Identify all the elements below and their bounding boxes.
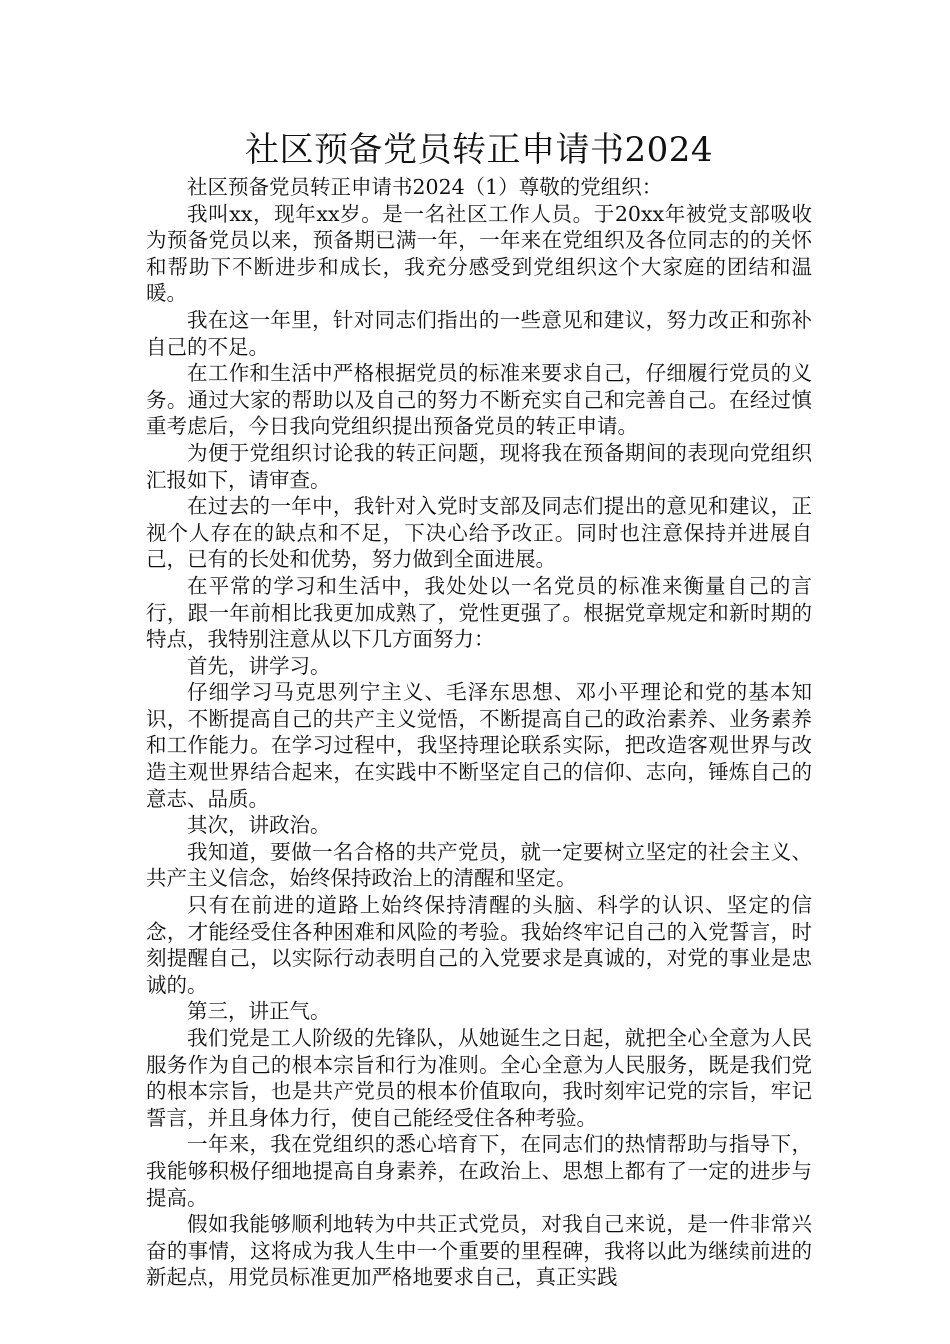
paragraph: 假如我能够顺利地转为中共正式党员，对我自己来说，是一件非常兴奋的事情，这将成为我人生中一个重要的里程碑，我将以此为继续前进的新起点，用党员标准更加严格地要求自己，真正实践 bbox=[146, 1212, 812, 1290]
document-page bbox=[146, 128, 812, 1291]
paragraph: 我知道，要做一名合格的共产党员，就一定要树立坚定的社会主义、共产主义信念，始终保持政治上的清醒和坚定。 bbox=[146, 839, 812, 891]
paragraph: 我们党是工人阶级的先锋队，从她诞生之日起，就把全心全意为人民服务作为自己的根本宗旨和行为准则。全心全意为人民服务，既是我们党的根本宗旨，也是共产党员的根本价值取向，我时刻牢记党的宗旨，牢记誓言，并且身体力行，使自己能经受住各种考验。 bbox=[146, 1026, 812, 1130]
document-body bbox=[146, 174, 812, 1291]
paragraph: 一年来，我在党组织的悉心培育下，在同志们的热情帮助与指导下，我能够积极仔细地提高自身素养，在政治上、思想上都有了一定的进步与提高。 bbox=[146, 1132, 812, 1210]
paragraph: 我在这一年里，针对同志们指出的一些意见和建议，努力改正和弥补自己的不足。 bbox=[146, 307, 812, 359]
paragraph: 社区预备党员转正申请书2024（1）尊敬的党组织： bbox=[187, 175, 663, 199]
paragraph: 在平常的学习和生活中，我处处以一名党员的标准来衡量自己的言行，跟一年前相比我更加成熟了，党性更强了。根据党章规定和新时期的特点，我特别注意从以下几方面努力： bbox=[146, 573, 812, 652]
section-heading: 首先，讲学习。 bbox=[187, 653, 331, 678]
paragraph: 我叫xx，现年xx岁。是一名社区工作人员。于20xx年被党支部吸收为预备党员以来，预备期已满一年，一年来在党组织及各位同志的的关怀和帮助下不断进步和成长，我充分感受到党组织这个大家庭的团结和温暖。 bbox=[146, 201, 812, 306]
section-heading: 其次，讲政治。 bbox=[187, 813, 331, 838]
paragraph: 在过去的一年中，我针对入党时支部及同志们提出的意见和建议，正视个人存在的缺点和不足，下决心给予改正。同时也注意保持并进展自己，已有的长处和优势，努力做到全面进展。 bbox=[146, 494, 812, 572]
paragraph: 仔细学习马克思列宁主义、毛泽东思想、邓小平理论和党的基本知识，不断提高自己的共产主义觉悟，不断提高自己的政治素养、业务素养和工作能力。在学习过程中，我坚持理论联系实际，把改造客观世界与改造主观世界结合起来，在实践中不断坚定自己的信仰、志向，锤炼自己的意志、品质。 bbox=[146, 680, 812, 811]
paragraph: 为便于党组织讨论我的转正问题，现将我在预备期间的表现向党组织汇报如下，请审查。 bbox=[146, 440, 812, 492]
section-heading: 第三，讲正气。 bbox=[187, 999, 331, 1024]
paragraph: 在工作和生活中严格根据党员的标准来要求自己，仔细履行党员的义务。通过大家的帮助以及自己的努力不断充实自己和完善自己。在经过慎重考虑后，今日我向党组织提出预备党员的转正申请。 bbox=[146, 361, 812, 439]
paragraph: 只有在前进的道路上始终保持清醒的头脑、科学的认识、坚定的信念，才能经受住各种困难和风险的考验。我始终牢记自己的入党誓言，时刻提醒自己，以实际行动表明自己的入党要求是真诚的，对党的事业是忠诚的。 bbox=[146, 893, 812, 997]
document-title: 社区预备党员转正申请书2024 bbox=[244, 130, 714, 170]
